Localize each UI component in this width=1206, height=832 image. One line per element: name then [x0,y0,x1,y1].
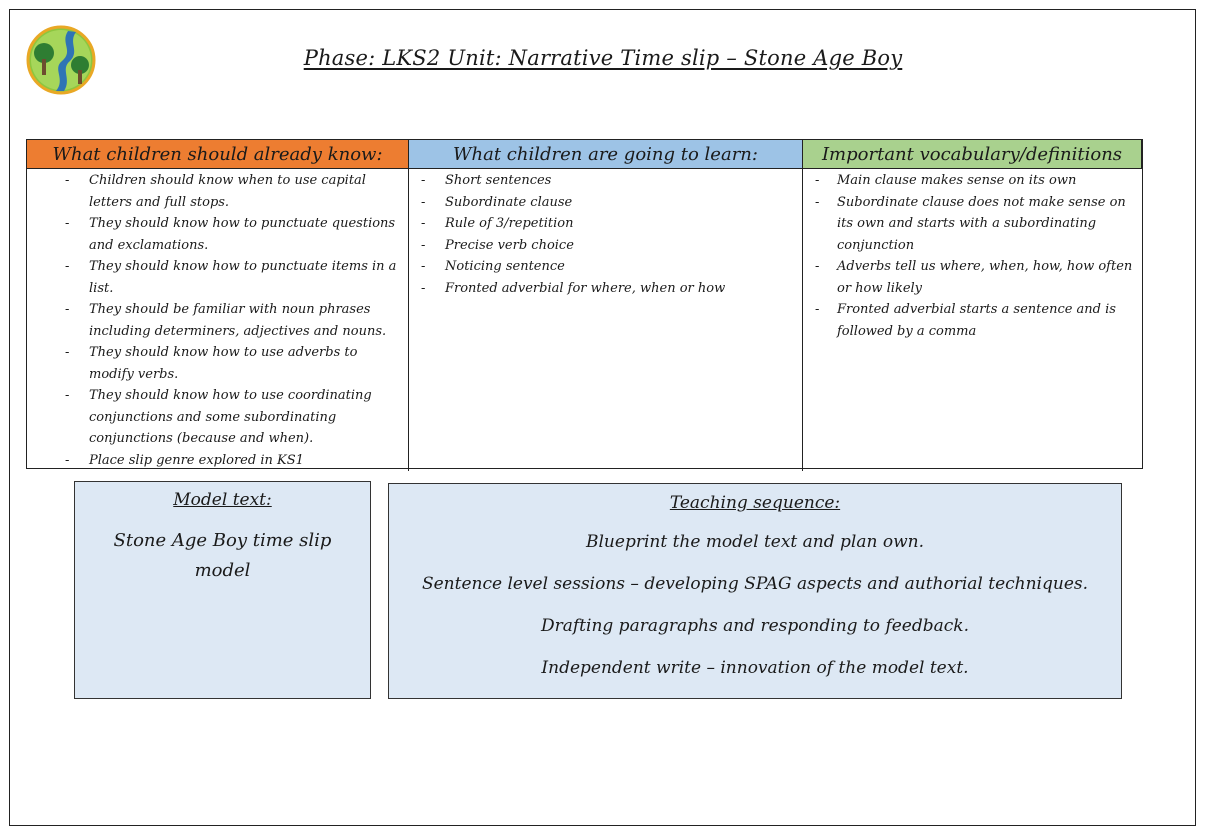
list-item: - Subordinate clause [413,192,796,214]
teaching-step: Blueprint the model text and plan own. [586,532,924,552]
list-item: - They should know how to punctuate items in a list. [31,256,402,299]
already-know-list-cell [27,169,409,471]
teaching-sequence-heading: Teaching sequence: [669,493,841,513]
list-item: - Short sentences [413,170,796,192]
list-item: - They should know how to use coordinating conjunctions and some subordinating conjunctions (because and when). [31,385,402,450]
list-item: - They should know how to punctuate questions and exclamations. [31,213,402,256]
list-item: - They should be familiar with noun phrases including determiners, adjectives and nouns. [31,299,402,342]
teaching-sequence-box [388,483,1122,699]
going-to-learn-list-cell [409,169,803,471]
teaching-step: Sentence level sessions – developing SPAG aspects and authorial techniques. [421,574,1089,594]
unit-overview-table [26,139,1143,469]
list-item: - Noticing sentence [413,256,796,278]
going-to-learn-heading: What children are going to learn: [409,140,803,169]
vocabulary-heading: Important vocabulary/definitions [803,140,1142,169]
teaching-step: Independent write – innovation of the model text. [541,658,969,678]
already-know-heading: What children should already know: [27,140,409,169]
model-text-body: Stone Age Boy time slip model [113,530,332,581]
list-item: - Adverbs tell us where, when, how, how often or how likely [807,256,1136,299]
model-text-box [74,481,371,699]
page-title: Phase: LKS2 Unit: Narrative Time slip – Stone Age Boy [303,46,903,70]
model-text-heading: Model text: [173,490,272,510]
list-item: - They should know how to use adverbs to modify verbs. [31,342,402,385]
list-item: - Precise verb choice [413,235,796,257]
list-item: - Fronted adverbial for where, when or how [413,278,796,300]
list-item: - Fronted adverbial starts a sentence and is followed by a comma [807,299,1136,342]
list-item: - Children should know when to use capital letters and full stops. [31,170,402,213]
list-item: - Subordinate clause does not make sense on its own and starts with a subordinating conjunction [807,192,1136,257]
list-item: - Rule of 3/repetition [413,213,796,235]
teaching-step: Drafting paragraphs and responding to feedback. [541,616,969,636]
list-item: - Place slip genre explored in KS1 [31,450,402,472]
vocabulary-list-cell [803,169,1142,471]
list-item: - Main clause makes sense on its own [807,170,1136,192]
